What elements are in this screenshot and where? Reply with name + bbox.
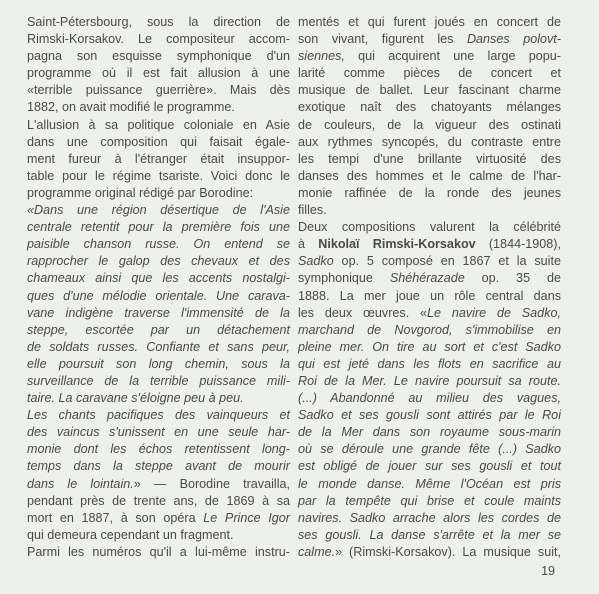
text-line xyxy=(298,476,561,493)
text-run: dans le lointain. xyxy=(27,476,134,491)
text-run: steppe, escortée par un détachement xyxy=(27,322,290,337)
text-run: où se déroule une grande fête (...) Sadko xyxy=(298,442,561,457)
text-run: paisible chanson russe. On entend se xyxy=(27,237,290,252)
text-line xyxy=(298,390,561,407)
text-run: pagna son esquisse symphonique d'un xyxy=(27,49,290,64)
text-run: des vaincus s'unissent en une seule har- xyxy=(27,425,290,440)
text-line xyxy=(27,65,290,82)
text-line xyxy=(27,151,290,168)
text-line xyxy=(27,407,290,424)
text-line xyxy=(27,185,290,202)
text-line xyxy=(27,236,290,253)
text-run: 1882, on avait modifié le programme. xyxy=(27,100,235,115)
text-run: Danses polovt- xyxy=(466,32,561,47)
text-run: marchand de Novgorod, s'immobilise en xyxy=(298,322,561,337)
text-run: de la Mer dans son royaume sous-marin xyxy=(298,425,561,440)
text-run: table pour le régime tsariste. Voici donc le xyxy=(27,168,290,183)
text-run: calme. xyxy=(298,544,336,559)
text-run: ques d'une mélodie orientale. Une carava- xyxy=(27,288,290,303)
text-run: op. 5 composé en 1867 et la suite xyxy=(333,254,561,269)
text-line xyxy=(27,31,290,48)
text-line xyxy=(298,202,561,219)
text-line xyxy=(27,322,290,339)
text-run: monie dont les échos retentissent long- xyxy=(27,442,290,457)
text-run: à xyxy=(298,237,319,252)
text-run: son vivant, figurent les xyxy=(298,32,467,47)
text-line xyxy=(298,407,561,424)
text-run: de soldats russes. Confiante et sans peur, xyxy=(27,339,290,354)
text-run: larité comme pièces de concert et xyxy=(298,66,561,81)
text-line xyxy=(27,168,290,185)
text-line xyxy=(298,14,561,31)
text-line xyxy=(27,424,290,441)
text-line xyxy=(298,527,561,544)
text-line xyxy=(298,117,561,134)
text-run: taire. La caravane s'éloigne peu à peu. xyxy=(27,391,244,406)
text-run: Sadko xyxy=(298,254,334,269)
text-run: filles. xyxy=(298,203,327,218)
text-line xyxy=(27,202,290,219)
text-run: qui acquirent une large popu- xyxy=(344,49,561,64)
text-run: monie raffinée de la ronde des jeunes xyxy=(298,185,561,200)
text-run: navires. Sadko arrache alors les cordes de xyxy=(298,510,561,525)
text-run: (...) Abandonné au milieu des vagues, xyxy=(298,391,561,406)
text-run: L'allusion à sa politique coloniale en Asie xyxy=(27,117,290,132)
text-run: Shéhérazade xyxy=(389,271,465,286)
text-run: Le navire de Sadko, xyxy=(427,305,561,320)
text-run: ment fureur à l'étranger était insuppor- xyxy=(27,151,290,166)
text-run: centrale retentit pour la première fois une xyxy=(27,220,290,235)
page-number: 19 xyxy=(541,564,555,578)
text-run: symphonique xyxy=(298,271,390,286)
text-line xyxy=(27,527,290,544)
text-run: programme où il est fait allusion à une xyxy=(27,66,290,81)
text-run: Deux compositions valurent la célébrité xyxy=(298,220,561,235)
text-line xyxy=(298,82,561,99)
text-run: siennes, xyxy=(298,49,345,64)
text-line xyxy=(27,339,290,356)
text-line xyxy=(298,373,561,390)
right-text-column xyxy=(298,14,561,561)
text-run: par la tempête qui brise et coule maints xyxy=(298,493,561,508)
text-line xyxy=(27,48,290,65)
text-line xyxy=(298,288,561,305)
text-line xyxy=(298,65,561,82)
text-run: les deux œuvres. « xyxy=(298,305,428,320)
text-run: «Dans une région désertique de l'Asie xyxy=(27,203,290,218)
text-run: Le Prince Igor xyxy=(203,510,290,525)
text-run: mentés et qui furent joués en concert de xyxy=(298,15,561,29)
text-run: Parmi les numéros qu'il a lui-même instru- xyxy=(27,544,290,559)
text-run: musique de ballet. Leur fascinant charme xyxy=(298,83,561,98)
text-run: Nikolaï Rimski-Korsakov xyxy=(318,237,476,252)
text-line xyxy=(298,168,561,185)
text-run: pleine mer. On tire au sort et c'est Sadko xyxy=(298,339,561,354)
text-run: programme original rédigé par Borodine: xyxy=(27,185,254,200)
text-line xyxy=(298,151,561,168)
text-line xyxy=(298,510,561,527)
left-text-column xyxy=(27,14,290,561)
text-line xyxy=(27,134,290,151)
text-line xyxy=(27,476,290,493)
text-line xyxy=(27,305,290,322)
text-line xyxy=(27,510,290,527)
text-run: Sadko et ses gousli sont attirés par le Roi xyxy=(298,408,561,423)
text-line xyxy=(298,185,561,202)
text-run: surveillance de la terrible puissance mili- xyxy=(27,373,290,388)
text-line xyxy=(27,493,290,510)
text-line xyxy=(27,356,290,373)
text-run: temps dans la steppe avant de mourir xyxy=(27,459,290,474)
text-run: Rimski-Korsakov. Le compositeur accom- xyxy=(27,32,290,47)
text-line xyxy=(27,544,290,561)
text-line xyxy=(27,82,290,99)
text-line xyxy=(298,31,561,48)
text-line xyxy=(298,253,561,270)
text-line xyxy=(298,356,561,373)
text-run: ses gousli. La danse s'arrête et la mer se xyxy=(298,527,561,542)
text-run: Les chants pacifiques des vainqueurs et xyxy=(27,408,290,423)
text-run: mort en 1887, à son opéra xyxy=(27,510,204,525)
text-line xyxy=(27,117,290,134)
text-line xyxy=(298,458,561,475)
text-run: chameaux ainsi que les accents nostalgi- xyxy=(27,271,290,286)
text-run: est obligé de jouer sur ses gousli et tout xyxy=(298,459,561,474)
text-run: Roi de la Mer. Le navire poursuit sa route. xyxy=(298,373,561,388)
text-run: dans une composition qui faisait égale- xyxy=(27,134,290,149)
text-run: » (Rimski-Korsakov). La musique suit, xyxy=(335,544,561,559)
text-run: danses des hommes et le calme de l'har- xyxy=(298,168,561,183)
text-line xyxy=(298,305,561,322)
text-line xyxy=(27,270,290,287)
text-run: » — Borodine travailla, xyxy=(133,476,290,491)
text-run: le monde danse. Même l'Océan est pris xyxy=(298,476,561,491)
text-run: op. 35 de xyxy=(464,271,561,286)
text-run: Saint-Pétersbourg, sous la direction de xyxy=(27,15,290,29)
text-line xyxy=(298,441,561,458)
text-line xyxy=(27,99,290,116)
text-run: pendant près de trente ans, de 1869 à sa xyxy=(27,493,290,508)
text-run: exotique naît des chatoyants mélanges xyxy=(298,100,561,115)
text-line xyxy=(27,373,290,390)
text-run: vane indigène traverse l'immensité de la xyxy=(27,305,290,320)
text-line xyxy=(298,134,561,151)
text-run: elle poursuit son long chemin, sous la xyxy=(27,356,290,371)
text-line xyxy=(27,288,290,305)
text-line xyxy=(27,390,290,407)
text-run: 1888. La mer joue un rôle central dans xyxy=(298,288,561,303)
text-run: aux rythmes syncopés, du contraste entre xyxy=(298,134,561,149)
text-run: les tempi d'une brillante virtuosité des xyxy=(298,151,561,166)
text-line xyxy=(27,441,290,458)
text-line xyxy=(298,219,561,236)
text-run: (1844-1908), xyxy=(475,237,561,252)
text-line xyxy=(298,339,561,356)
text-line xyxy=(298,48,561,65)
text-line xyxy=(27,219,290,236)
text-run: qui est jeté dans les flots en sacrifice au xyxy=(298,356,561,371)
text-line xyxy=(298,270,561,287)
text-line xyxy=(27,458,290,475)
text-line xyxy=(298,236,561,253)
text-line xyxy=(298,544,561,561)
text-run: qui demeura cependant un fragment. xyxy=(27,527,234,542)
text-line xyxy=(27,253,290,270)
text-run: de couleurs, de la vigueur des ostinati xyxy=(298,117,561,132)
text-run: rapprocher le galop des chevaux et des xyxy=(27,254,290,269)
text-line xyxy=(298,493,561,510)
text-line xyxy=(27,14,290,31)
text-line xyxy=(298,322,561,339)
text-line xyxy=(298,424,561,441)
text-line xyxy=(298,99,561,116)
text-run: «terrible puissance guerrière». Mais dès xyxy=(27,83,290,98)
